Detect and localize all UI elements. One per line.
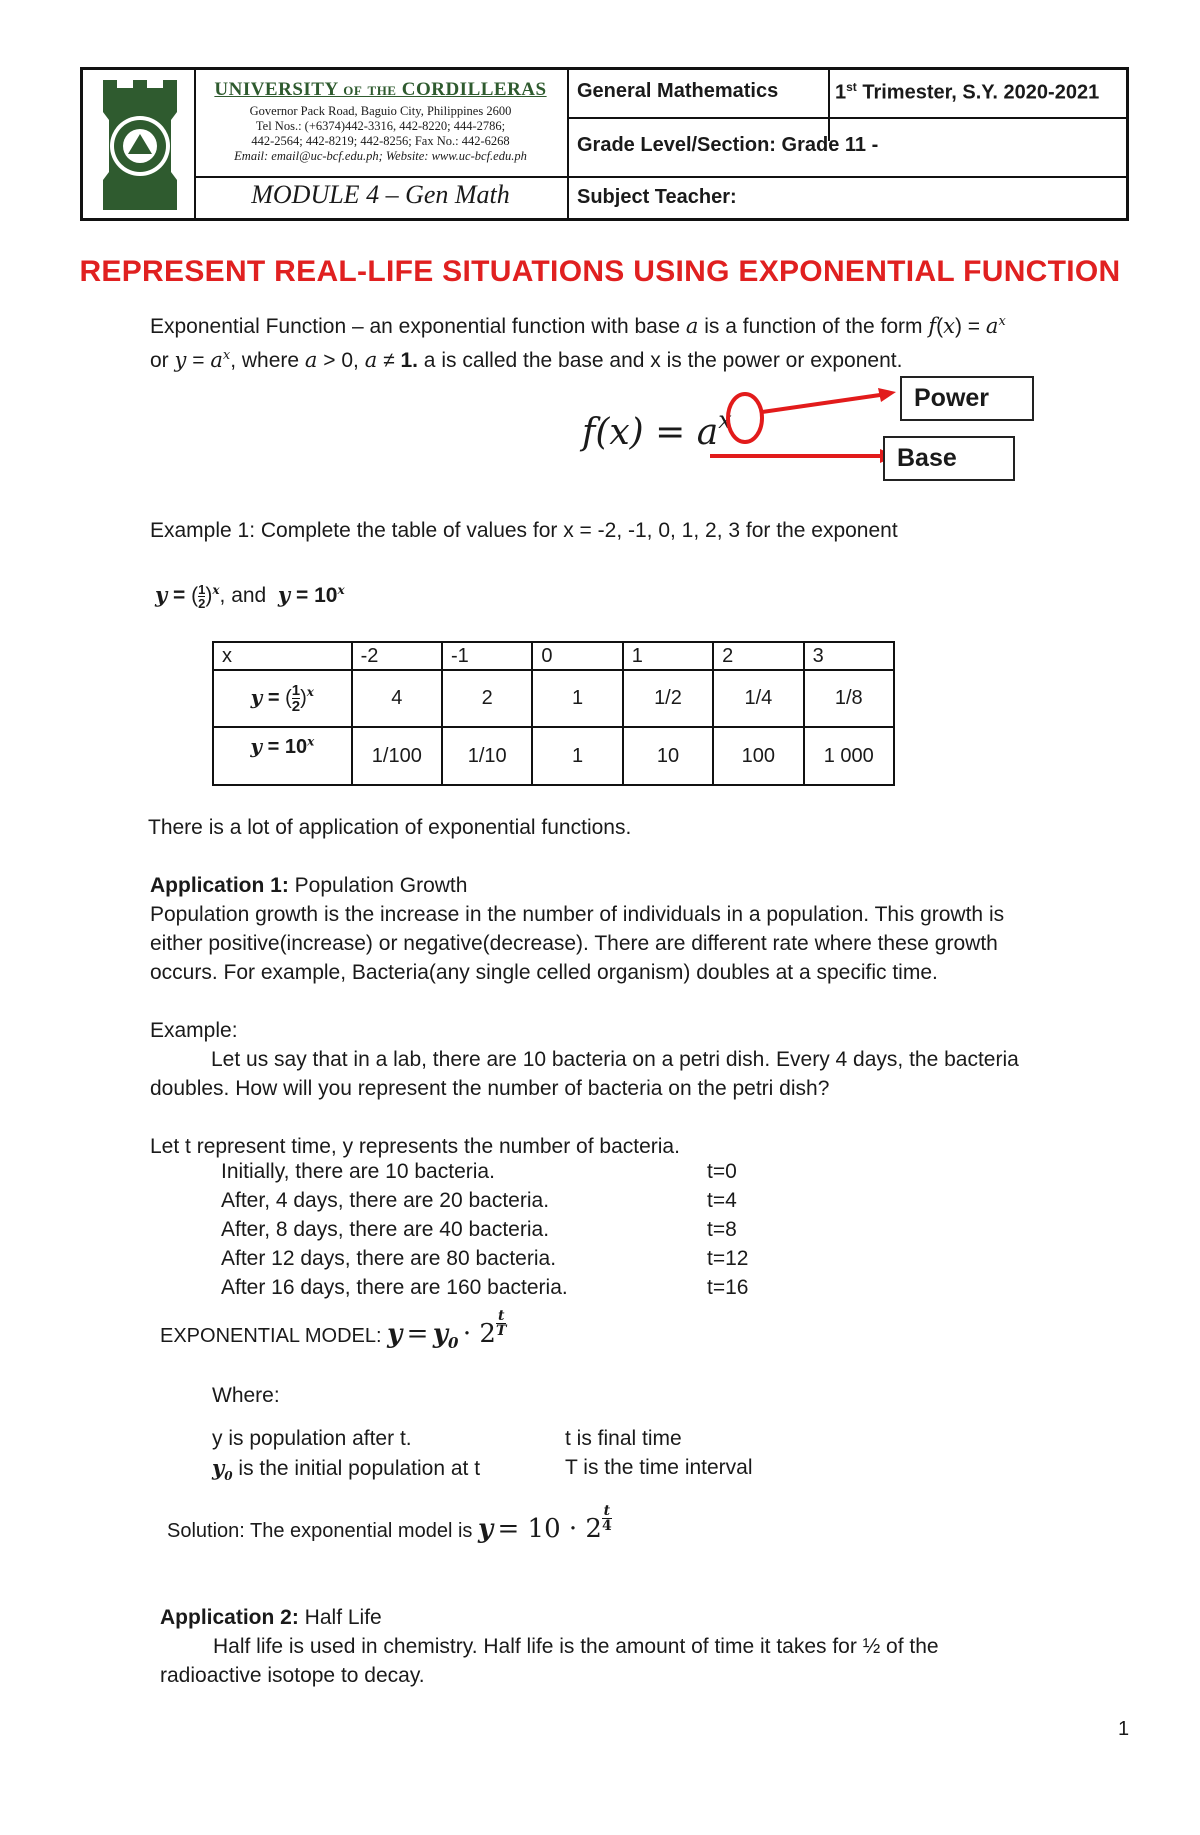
table-cell: 1 xyxy=(532,670,622,727)
table-cell: 1/4 xyxy=(713,670,803,727)
paragraph-line: Population growth is the increase in the number of individuals in a population. This growth is xyxy=(150,903,1005,926)
table-cell: 1/100 xyxy=(352,727,442,785)
list-item: Initially, there are 10 bacteria. t=0 xyxy=(221,1160,737,1183)
values-table xyxy=(212,641,895,786)
list-item: y is population after t. t is final time xyxy=(212,1427,682,1450)
bacteria-steps xyxy=(221,1157,781,1302)
table-cell: 1/8 xyxy=(804,670,894,727)
solution-statement: Solution: The exponential model is y = 10 · 2 $\frac{t}{4}$ xyxy=(167,1503,612,1544)
definition: Exponential Function – an exponential function with base a is a function of the form $f(x) = a^x$ or $y = a^x$, where a > 0, a ≠ 1. a is called the base and x is the power or exponent. xyxy=(150,314,1006,372)
example1-functions: y = ( $\frac{1}{2}$ )$^x$, and $y = 10^x$ xyxy=(155,581,345,611)
list-item: After 16 days, there are 160 bacteria. t=16 xyxy=(221,1276,749,1299)
list-item: $y_0$ is the initial population at t T is the time interval xyxy=(212,1455,753,1484)
table-cell: -1 xyxy=(442,642,532,670)
phone-line: Tel Nos.: (+6374)442-3316, 442-8220; 444-2786; xyxy=(255,119,506,133)
list-item: After, 4 days, there are 20 bacteria. t=4 xyxy=(221,1189,737,1212)
subject-teacher: Subject Teacher: xyxy=(577,186,737,208)
table-cell: 3 xyxy=(804,642,894,670)
table-cell: 10 xyxy=(623,727,713,785)
list-item: After 12 days, there are 80 bacteria. t=12 xyxy=(221,1247,749,1270)
application1-heading: Application 1: Population Growth xyxy=(150,874,468,897)
table-row xyxy=(213,670,894,727)
power-label: Power xyxy=(900,376,1034,421)
applications-intro: There is a lot of application of exponential functions. xyxy=(148,816,632,839)
example1-prompt: Example 1: Complete the table of values for x = -2, -1, 0, 1, 2, 3 for the exponent xyxy=(150,519,898,542)
list-item: After, 8 days, there are 40 bacteria. t=8 xyxy=(221,1218,737,1241)
subject-name: General Mathematics xyxy=(577,80,779,102)
table-cell: -2 xyxy=(352,642,442,670)
paragraph-line: occurs. For example, Bacteria(any single celled organism) doubles at a specific time. xyxy=(150,961,938,984)
row-label-ten: $y = 10^x$ xyxy=(213,727,352,785)
base-label: Base xyxy=(883,436,1015,481)
application1-section xyxy=(150,871,1019,1161)
application2-section xyxy=(160,1603,939,1690)
paragraph-line: doubles. How will you represent the number of bacteria on the petri dish? xyxy=(150,1077,830,1100)
table-cell: 100 xyxy=(713,727,803,785)
table-cell: 1/10 xyxy=(442,727,532,785)
paragraph-line: Half life is used in chemistry. Half life is the amount of time it takes for ½ of the xyxy=(213,1635,939,1658)
address-line: Governor Pack Road, Baguio City, Philippines 2600 xyxy=(249,104,512,118)
let-statement: Let t represent time, y represents the number of bacteria. xyxy=(150,1135,680,1158)
table-cell: 1/2 xyxy=(623,670,713,727)
paragraph-line: radioactive isotope to decay. xyxy=(160,1664,425,1687)
function-formula: $f(x) = a^x$ xyxy=(582,406,732,453)
module-title: MODULE 4 – Gen Math xyxy=(251,180,510,209)
table-cell: 1 000 xyxy=(804,727,894,785)
table-row xyxy=(213,642,894,670)
where-list xyxy=(212,1424,753,1491)
table-cell: 2 xyxy=(442,670,532,727)
grade-level: Grade Level/Section: Grade 11 - xyxy=(577,134,879,156)
where-label: Where: xyxy=(212,1384,280,1407)
header-box xyxy=(80,67,1129,221)
school-name: UNIVERSITY of the CORDILLERAS xyxy=(214,79,547,100)
page-number: 1 xyxy=(1118,1718,1130,1740)
annotation-arrows xyxy=(700,380,900,480)
table-cell: 2 xyxy=(713,642,803,670)
email-line: Email: email@uc-bcf.edu.ph; Website: www.uc-bcf.edu.ph xyxy=(234,149,527,163)
table-cell: 4 xyxy=(352,670,442,727)
paragraph-line: Let us say that in a lab, there are 10 bacteria on a petri dish. Every 4 days, the bacteria xyxy=(211,1048,1019,1071)
trimester: 1st Trimester, S.Y. 2020-2021 xyxy=(835,80,1100,104)
table-cell: 1 xyxy=(532,727,622,785)
paragraph-line: either positive(increase) or negative(decrease). There are different rate where these growth xyxy=(150,932,998,955)
table-cell: 0 xyxy=(532,642,622,670)
phone-line: 442-2564; 442-8219; 442-8256; Fax No.: 442-6268 xyxy=(251,134,510,148)
page-title: REPRESENT REAL-LIFE SITUATIONS USING EXPONENTIAL FUNCTION xyxy=(79,255,1121,288)
example-label: Example: xyxy=(150,1019,238,1042)
application2-heading: Application 2: Half Life xyxy=(160,1606,382,1629)
university-seal-logo xyxy=(95,76,185,214)
row-label-half: y = ( $\frac{1}{2}$ )$^x$ xyxy=(213,670,352,727)
exponential-model: EXPONENTIAL MODEL: $y = y_0 \cdot 2$ $\frac{t}{T}$ xyxy=(160,1308,507,1353)
table-row xyxy=(213,727,894,785)
table-cell: x xyxy=(213,642,352,670)
table-cell: 1 xyxy=(623,642,713,670)
